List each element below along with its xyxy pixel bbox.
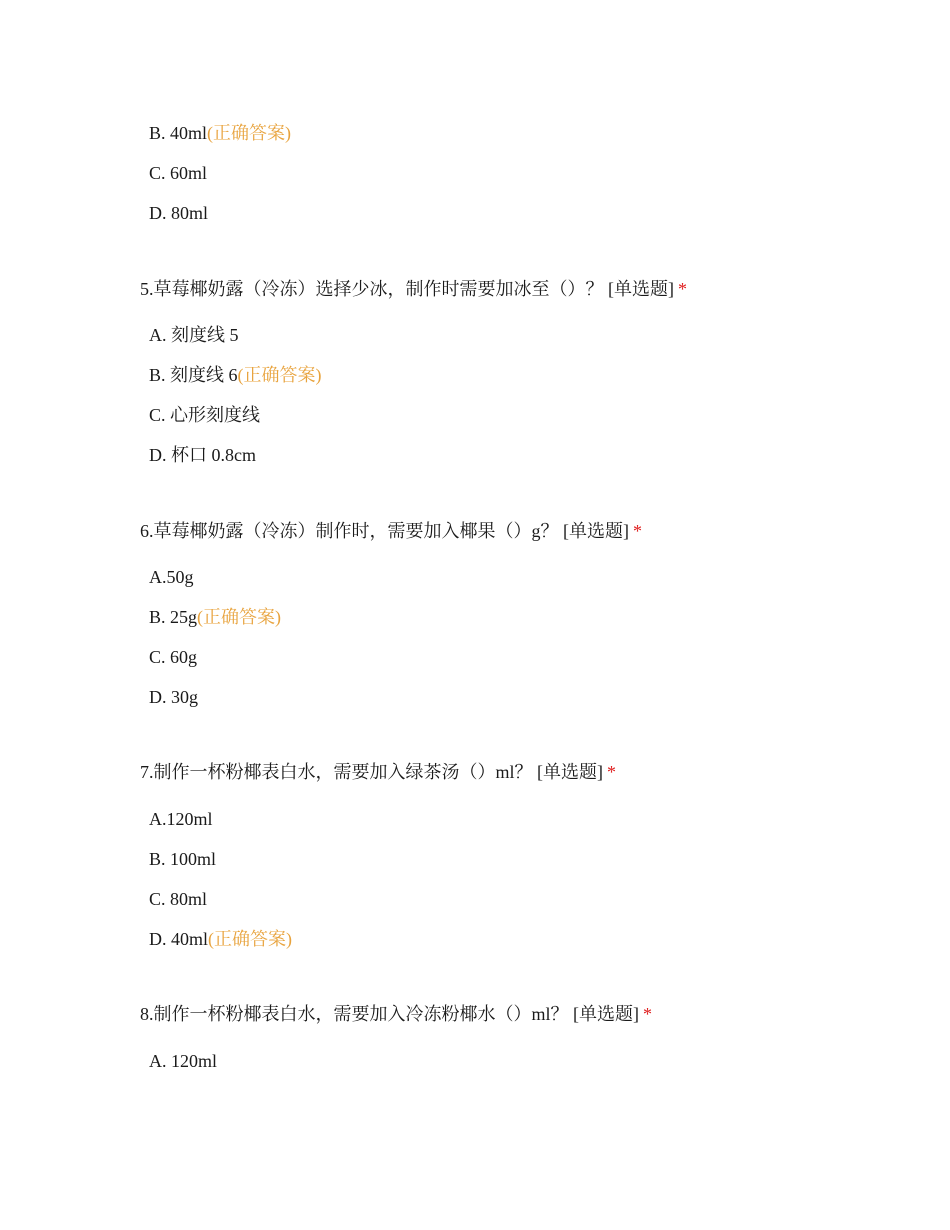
q5-title	[140, 278, 687, 300]
option-label: A.120ml	[149, 809, 213, 829]
question-text: 7.制作一杯粉椰表白水，需要加入绿茶汤（）ml？ [单选题]	[140, 762, 603, 782]
q8-option-a	[149, 1050, 217, 1072]
option-label: D. 杯口 0.8cm	[149, 445, 256, 465]
question-text: 6.草莓椰奶露（冷冻）制作时，需要加入椰果（）g？ [单选题]	[140, 521, 629, 541]
correct-answer-tag: (正确答案)	[237, 365, 322, 385]
q5-option-b	[149, 364, 322, 386]
q5-option-a	[149, 324, 239, 346]
option-label: B. 100ml	[149, 849, 217, 869]
required-mark: *	[678, 279, 687, 299]
q4-option-b	[149, 122, 291, 144]
q7-option-a	[149, 808, 213, 830]
q6-option-c	[149, 646, 197, 668]
option-label: D. 40ml	[149, 929, 209, 949]
option-label: A. 刻度线 5	[149, 325, 239, 345]
option-label: A.50g	[149, 567, 194, 587]
option-label: B. 25g	[149, 607, 198, 627]
q4-option-d	[149, 202, 208, 224]
option-label: D. 30g	[149, 687, 198, 707]
q4-option-c	[149, 162, 207, 184]
option-label: B. 40ml	[149, 123, 208, 143]
option-label: C. 60ml	[149, 163, 208, 183]
correct-answer-tag: (正确答案)	[207, 123, 292, 143]
required-mark: *	[643, 1004, 652, 1024]
correct-answer-tag: (正确答案)	[197, 607, 282, 627]
q5-option-c	[149, 404, 260, 426]
q6-option-a	[149, 566, 194, 588]
required-mark: *	[633, 521, 642, 541]
option-label: C. 60g	[149, 647, 198, 667]
option-label: A. 120ml	[149, 1051, 218, 1071]
option-label: D. 80ml	[149, 203, 209, 223]
option-label: C. 心形刻度线	[149, 405, 261, 425]
required-mark: *	[607, 762, 616, 782]
q7-option-c	[149, 888, 207, 910]
q6-option-d	[149, 686, 198, 708]
option-label: B. 刻度线 6	[149, 365, 238, 385]
q8-title	[140, 1003, 652, 1025]
q7-title	[140, 761, 616, 783]
question-text: 8.制作一杯粉椰表白水，需要加入冷冻粉椰水（）ml？ [单选题]	[140, 1004, 639, 1024]
q7-option-d	[149, 928, 292, 950]
option-label: C. 80ml	[149, 889, 208, 909]
correct-answer-tag: (正确答案)	[208, 929, 293, 949]
question-text: 5.草莓椰奶露（冷冻）选择少冰，制作时需要加冰至（）？ [单选题]	[140, 279, 674, 299]
q6-title	[140, 520, 642, 542]
q6-option-b	[149, 606, 281, 628]
q5-option-d	[149, 444, 256, 466]
q7-option-b	[149, 848, 216, 870]
